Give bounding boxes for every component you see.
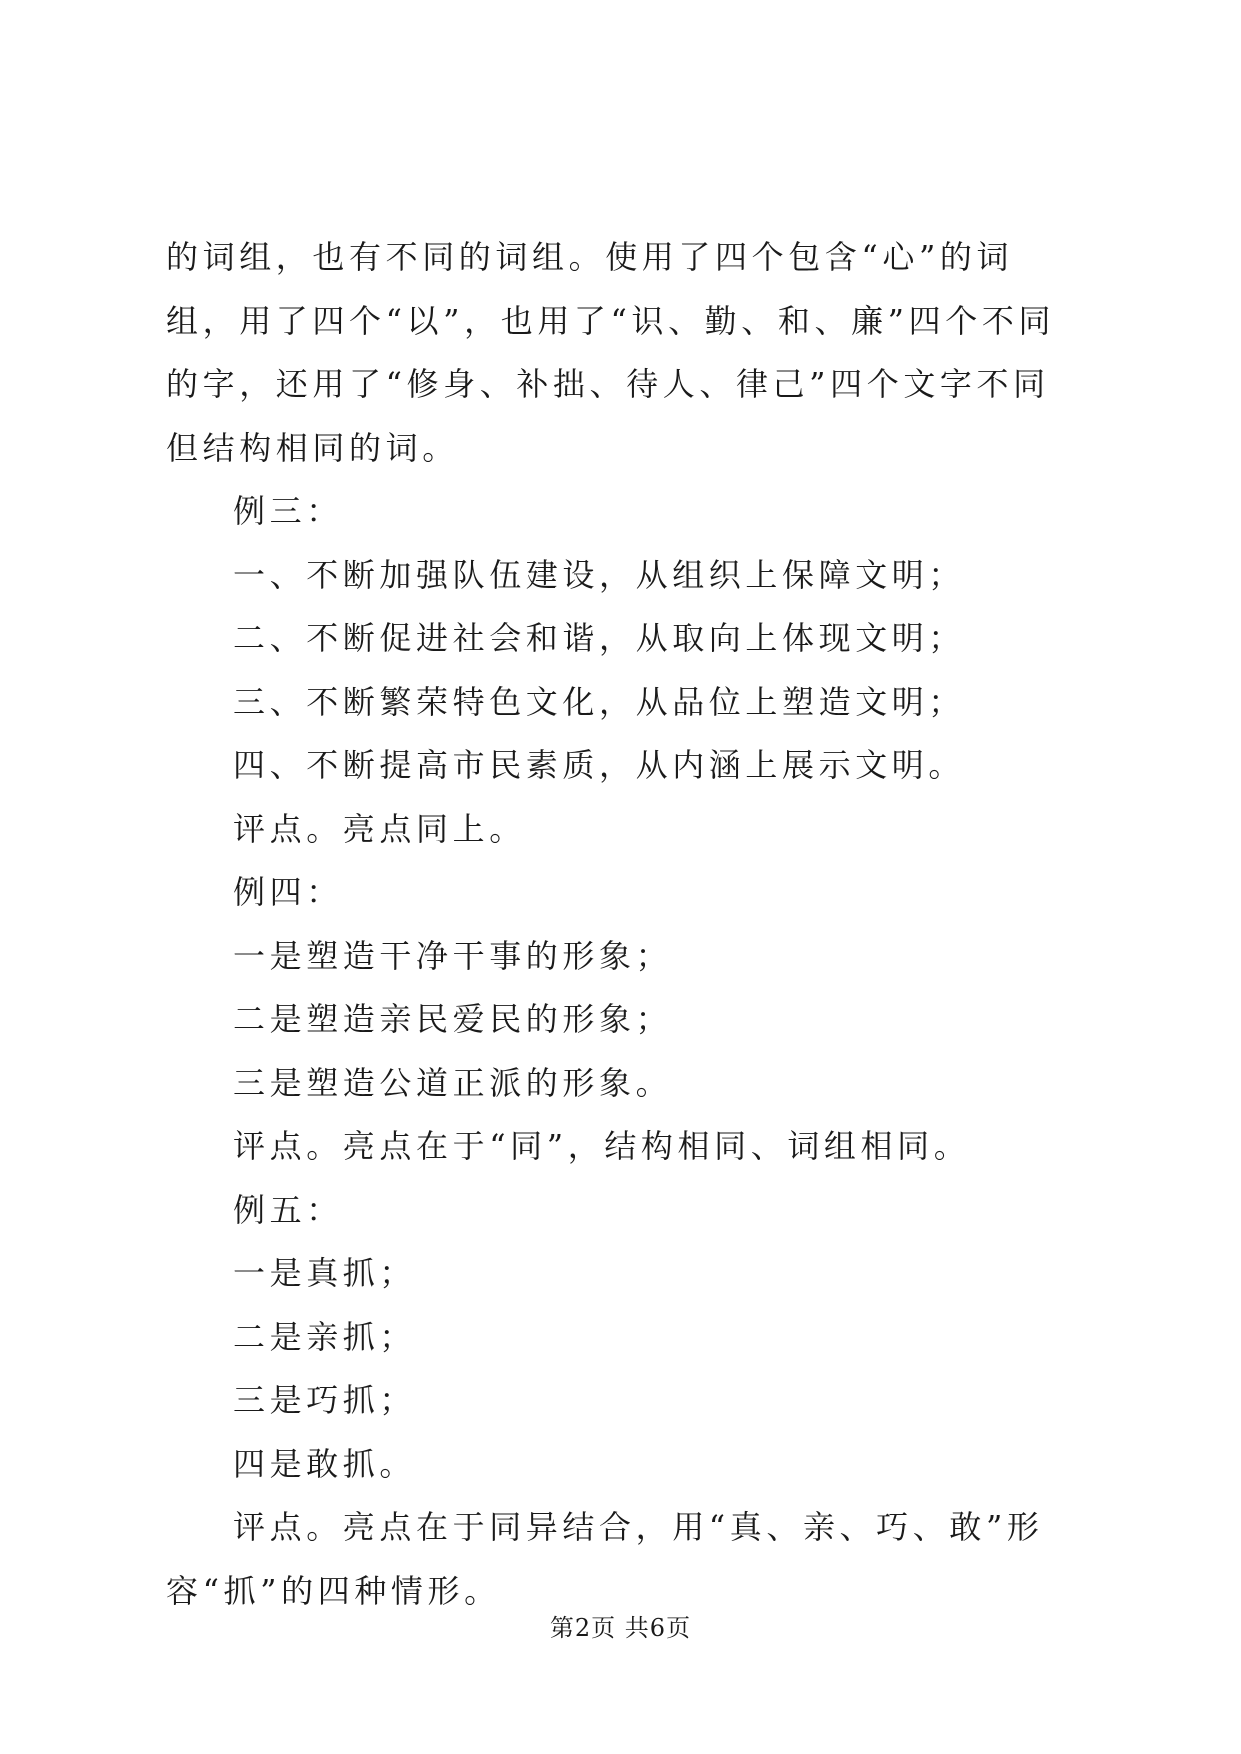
comment-paragraph: 评点。亮点在于“同”，结构相同、词组相同。 [233,1127,971,1165]
list-item: 一是塑造干净干事的形象； [233,936,673,975]
comment-paragraph: 评点。亮点在于同异结合，用“真、亲、巧、敢”形容“抓”的四种情形。 [166,1508,1044,1610]
list-item: 三是塑造公道正派的形象。 [233,1063,673,1102]
list-item: 一、不断加强队伍建设，从组织上保障文明； [233,555,966,594]
list-item: 三是巧抓； [233,1381,417,1419]
list-item: 一是真抓； [233,1254,417,1292]
heading-example-5: 例五： [233,1190,343,1229]
heading-example-4: 例四： [233,873,343,911]
list-item: 四是敢抓。 [233,1444,417,1483]
list-item: 二是塑造亲民爱民的形象； [233,1000,673,1038]
heading-example-3: 例三： [233,492,343,530]
list-item: 三、不断繁荣特色文化，从品位上塑造文明； [233,682,966,721]
paragraph-1: 的词组，也有不同的词组。使用了四个包含“心”的词组，用了四个“以”，也用了“识、勤、和、廉”四个不同的字，还用了“修身、补拙、待人、律己”四个文字不同但结构相同的词。 [166,238,1056,467]
list-item: 二、不断促进社会和谐，从取向上体现文明； [233,619,966,657]
list-item: 二是亲抓； [233,1317,417,1356]
list-item: 四、不断提高市民素质，从内涵上展示文明。 [233,746,966,784]
document-body [166,226,1086,1623]
comment-paragraph: 评点。亮点同上。 [233,809,526,848]
page-number-footer: 第2页 共6页 [549,1614,692,1642]
